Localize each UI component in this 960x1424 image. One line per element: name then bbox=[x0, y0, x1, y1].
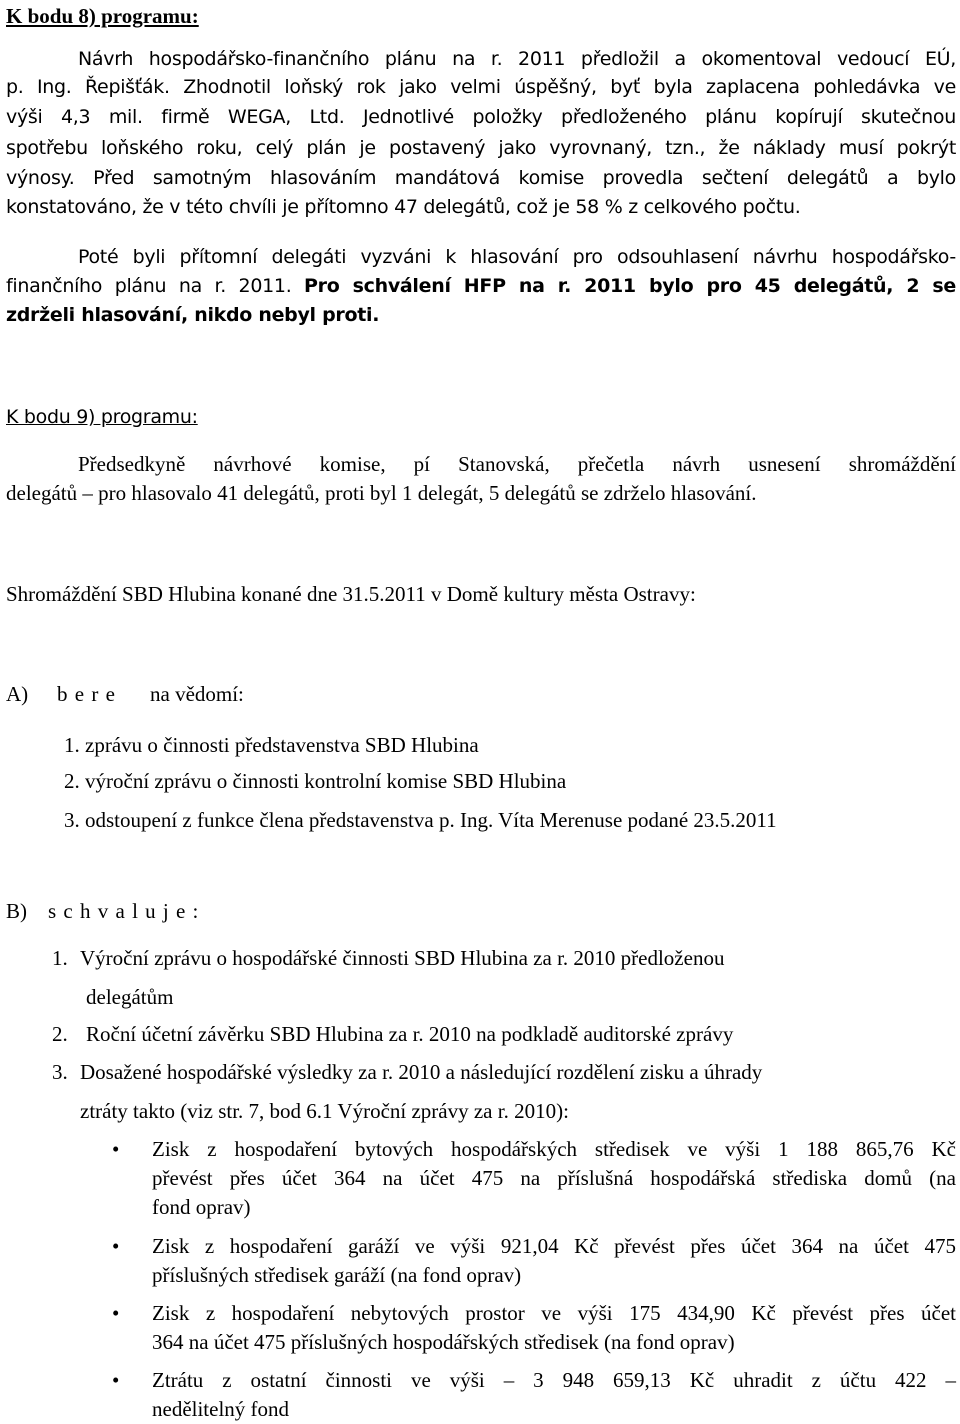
part-a-item-3: 3. odstoupení z funkce člena představenstva p. Ing. Víta Merenuse podané 23.5.2011 bbox=[64, 808, 777, 832]
part-a-rest: na vědomí: bbox=[150, 682, 244, 706]
section-8-p1-line1: Návrh hospodářsko-finančního plánu na r. 2011 předložil a okomentoval vedoucí EÚ, bbox=[78, 48, 956, 70]
section-8-p2-line1: Poté byli přítomní delegáti vyzváni k hlasování pro odsouhlasení návrhu hospodářsko- bbox=[78, 246, 956, 268]
part-b-1-number: 1. bbox=[52, 946, 68, 970]
bullet-3-line1: Zisk z hospodaření nebytových prostor ve výši 175 434,90 Kč převést přes účet bbox=[152, 1301, 956, 1325]
section-8-p2-line2-normal: finančního plánu na r. 2011. bbox=[6, 275, 305, 297]
part-b-3-line1: Dosažené hospodářské výsledky za r. 2010 a následující rozdělení zisku a úhrady bbox=[80, 1060, 763, 1084]
part-b-verb: s c h v a l u j e : bbox=[48, 899, 200, 923]
part-b-3-line2: ztráty takto (viz str. 7, bod 6.1 Výroční zprávy za r. 2010): bbox=[80, 1099, 569, 1123]
section-9-line2: delegátů – pro hlasovalo 41 delegátů, proti byl 1 delegát, 5 delegátů se zdrželo hlasování. bbox=[6, 481, 757, 505]
bullet-icon: • bbox=[112, 1301, 120, 1325]
part-a-item-1: 1. zprávu o činnosti představenstva SBD Hlubina bbox=[64, 733, 479, 757]
section-8-heading: K bodu 8) programu: bbox=[6, 4, 199, 28]
section-8-p1-line4: spotřebu loňského roku, celý plán je postavený jako vyrovnaný, tzn., že náklady musí pokrýt bbox=[6, 137, 956, 159]
section-8-p1-line3: výši 4,3 mil. firmě WEGA, Ltd. Jednotlivé položky předloženého plánu kopírují skutečnou bbox=[6, 106, 956, 128]
part-b-1-line2: delegátům bbox=[86, 985, 174, 1009]
section-8-p1-line6: konstatováno, že v této chvíli je přítomno 47 delegátů, což je 58 % z celkového počtu. bbox=[6, 196, 801, 218]
part-b-2-text: Roční účetní závěrku SBD Hlubina za r. 2010 na podkladě auditorské zprávy bbox=[86, 1022, 734, 1046]
part-b-2-number: 2. bbox=[52, 1022, 68, 1046]
part-b-1-line1: Výroční zprávu o hospodářské činnosti SBD Hlubina za r. 2010 předloženou bbox=[80, 946, 725, 970]
section-9-line1: Předsedkyně návrhové komise, pí Stanovská, přečetla návrh usnesení shromáždění bbox=[78, 452, 956, 476]
bullet-2-line1: Zisk z hospodaření garáží ve výši 921,04 Kč převést přes účet 364 na účet 475 bbox=[152, 1234, 956, 1258]
bullet-3-line2: 364 na účet 475 příslušných hospodářských středisek (na fond oprav) bbox=[152, 1330, 735, 1354]
bullet-2-line2: příslušných středisek garáží (na fond oprav) bbox=[152, 1263, 522, 1287]
bullet-icon: • bbox=[112, 1368, 120, 1392]
part-b-label: B) bbox=[6, 899, 27, 923]
bullet-icon: • bbox=[112, 1234, 120, 1258]
section-8-p1-line5: výnosy. Před samotným hlasováním mandátová komise provedla sečtení delegátů a bylo bbox=[6, 167, 956, 189]
section-8-p2-line2-bold: Pro schválení HFP na r. 2011 bylo pro 45 delegátů, 2 se bbox=[304, 275, 956, 297]
part-a-item-2: 2. výroční zprávu o činnosti kontrolní komise SBD Hlubina bbox=[64, 769, 567, 793]
bullet-icon: • bbox=[112, 1137, 120, 1161]
section-8-p2-line2 bbox=[6, 272, 956, 300]
section-9-heading: K bodu 9) programu: bbox=[6, 406, 198, 428]
part-a-verb: b e r e bbox=[57, 682, 116, 706]
bullet-1-line1: Zisk z hospodaření bytových hospodářských středisek ve výši 1 188 865,76 Kč bbox=[152, 1137, 956, 1161]
section-8-p1-line2: p. Ing. Řepišťák. Zhodnotil loňský rok jako velmi úspěšný, byť byla zaplacena pohledávka ve bbox=[6, 76, 956, 98]
section-8-p2-line3: zdrželi hlasování, nikdo nebyl proti. bbox=[6, 304, 380, 326]
bullet-4-line1: Ztrátu z ostatní činnosti ve výši – 3 948 659,13 Kč uhradit z účtu 422 – bbox=[152, 1368, 956, 1392]
bullet-4-line2: nedělitelný fond bbox=[152, 1397, 290, 1421]
bullet-1-line2: převést přes účet 364 na účet 475 na příslušná hospodářská střediska domů (na bbox=[152, 1166, 956, 1190]
part-b-3-number: 3. bbox=[52, 1060, 68, 1084]
bullet-1-line3: fond oprav) bbox=[152, 1195, 251, 1219]
part-a-label: A) bbox=[6, 682, 29, 706]
resolution-title: Shromáždění SBD Hlubina konané dne 31.5.2011 v Domě kultury města Ostravy: bbox=[6, 582, 696, 606]
